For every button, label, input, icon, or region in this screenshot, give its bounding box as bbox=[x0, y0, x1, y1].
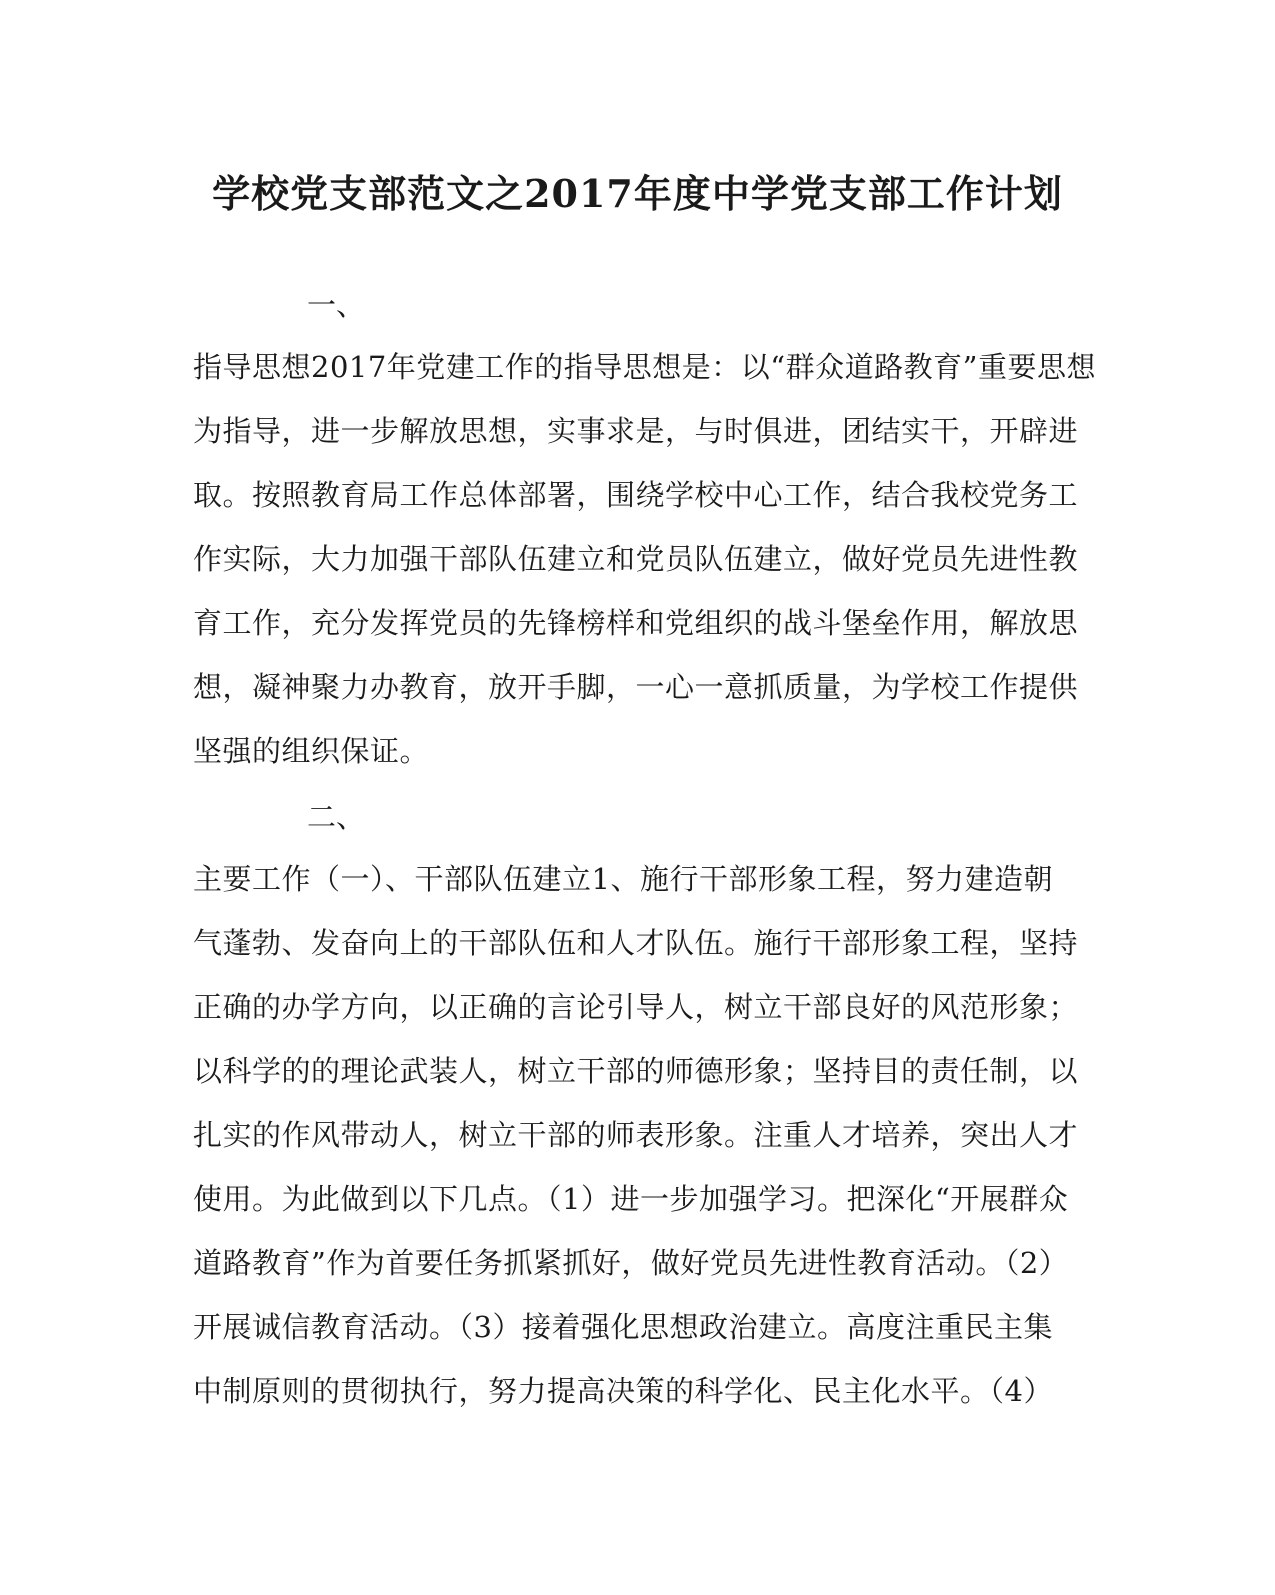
document-title: 学校党支部范文之2017年度中学党支部工作计划 bbox=[212, 171, 1063, 216]
section1-line: 指导思想2017年党建工作的指导思想是：以“群众道路教育”重要思想 bbox=[193, 350, 1096, 384]
section1-line: 取。按照教育局工作总体部署，围绕学校中心工作，结合我校党务工 bbox=[193, 478, 1079, 512]
section2-line: 气蓬勃、发奋向上的干部队伍和人才队伍。施行干部形象工程，坚持 bbox=[193, 926, 1079, 960]
section1-line: 作实际，大力加强干部队伍建立和党员队伍建立，做好党员先进性教 bbox=[193, 542, 1079, 576]
section2-line: 中制原则的贯彻执行，努力提高决策的科学化、民主化水平。（4） bbox=[193, 1374, 1053, 1408]
section2-line: 主要工作（一）、干部队伍建立1、施行干部形象工程，努力建造朝 bbox=[193, 862, 1053, 896]
section-heading-2: 二、 bbox=[307, 800, 366, 834]
section2-line: 以科学的的理论武装人，树立干部的师德形象；坚持目的责任制，以 bbox=[193, 1054, 1079, 1088]
section1-line: 育工作，充分发挥党员的先锋榜样和党组织的战斗堡垒作用，解放思 bbox=[193, 606, 1079, 640]
section2-line: 扎实的作风带动人，树立干部的师表形象。注重人才培养，突出人才 bbox=[193, 1118, 1079, 1152]
section2-line: 道路教育”作为首要任务抓紧抓好，做好党员先进性教育活动。（2） bbox=[193, 1246, 1069, 1280]
section1-line: 坚强的组织保证。 bbox=[193, 734, 430, 768]
section2-line: 开展诚信教育活动。（3）接着强化思想政治建立。高度注重民主集 bbox=[193, 1310, 1053, 1344]
section-heading-1: 一、 bbox=[307, 288, 366, 322]
section1-line: 为指导，进一步解放思想，实事求是，与时俱进，团结实干，开辟进 bbox=[193, 414, 1079, 448]
section1-line: 想，凝神聚力办教育，放开手脚，一心一意抓质量，为学校工作提供 bbox=[193, 670, 1079, 704]
section2-line: 正确的办学方向，以正确的言论引导人，树立干部良好的风范形象； bbox=[193, 990, 1079, 1024]
section2-line: 使用。为此做到以下几点。（1）进一步加强学习。把深化“开展群众 bbox=[193, 1182, 1069, 1216]
